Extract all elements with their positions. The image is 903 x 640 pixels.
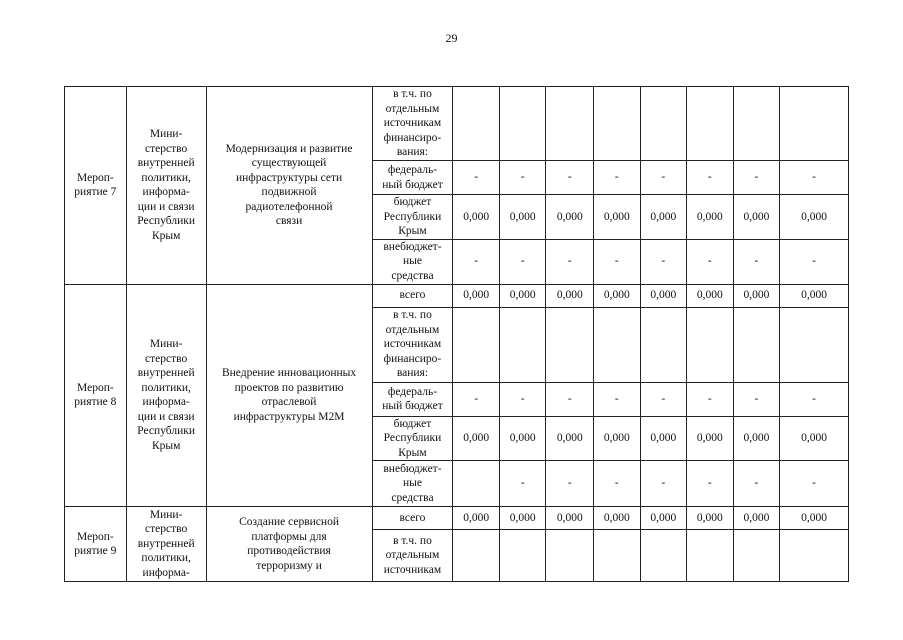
value-cell: 0,000 (453, 195, 500, 240)
funding-source-cell: федераль- ный бюджет (372, 382, 453, 416)
value-cell: 0,000 (640, 416, 687, 461)
value-cell (546, 87, 594, 161)
description-cell: Внедрение инновационных проектов по развитию отраслевой инфраструктуры М2М (206, 284, 372, 507)
event-cell: Мероп- риятие 7 (65, 87, 127, 285)
value-cell: 0,000 (594, 284, 641, 307)
value-cell: - (780, 161, 849, 195)
table-row (65, 507, 849, 530)
funding-source-cell: всего (372, 507, 453, 530)
value-cell: 0,000 (453, 507, 500, 530)
value-cell (499, 530, 546, 582)
value-cell: - (640, 239, 687, 284)
value-cell: 0,000 (594, 416, 641, 461)
value-cell (640, 530, 687, 582)
funding-table (64, 86, 849, 582)
value-cell: - (733, 239, 780, 284)
value-cell: - (594, 239, 641, 284)
organization-cell: Мини- стерство внутренней политики, информа- (126, 507, 206, 582)
value-cell: - (594, 461, 641, 507)
value-cell: - (594, 382, 641, 416)
value-cell (640, 307, 687, 382)
value-cell: 0,000 (453, 284, 500, 307)
event-cell: Мероп- риятие 9 (65, 507, 127, 582)
funding-source-cell: внебюджет- ные средства (372, 239, 453, 284)
value-cell: 0,000 (733, 284, 780, 307)
value-cell: 0,000 (546, 284, 594, 307)
value-cell: 0,000 (687, 284, 734, 307)
value-cell: - (780, 382, 849, 416)
value-cell: - (733, 461, 780, 507)
value-cell: - (453, 239, 500, 284)
value-cell: - (546, 239, 594, 284)
value-cell: - (546, 161, 594, 195)
value-cell: - (733, 161, 780, 195)
value-cell: - (780, 239, 849, 284)
value-cell: - (733, 382, 780, 416)
value-cell (780, 307, 849, 382)
value-cell: - (546, 461, 594, 507)
value-cell (687, 307, 734, 382)
value-cell: - (499, 161, 546, 195)
funding-source-cell: бюджет Республики Крым (372, 416, 453, 461)
value-cell (733, 307, 780, 382)
value-cell: - (640, 382, 687, 416)
value-cell (499, 87, 546, 161)
value-cell: 0,000 (640, 507, 687, 530)
value-cell: 0,000 (546, 416, 594, 461)
value-cell (453, 87, 500, 161)
value-cell (594, 87, 641, 161)
value-cell: - (499, 382, 546, 416)
value-cell: - (499, 239, 546, 284)
table-row (65, 87, 849, 161)
value-cell: 0,000 (780, 195, 849, 240)
value-cell: 0,000 (733, 416, 780, 461)
value-cell: 0,000 (733, 507, 780, 530)
value-cell: 0,000 (640, 284, 687, 307)
value-cell (453, 461, 500, 507)
value-cell: 0,000 (499, 507, 546, 530)
value-cell: - (453, 161, 500, 195)
description-cell: Модернизация и развитие существующей инфраструктуры сети подвижной радиотелефонной связи (206, 87, 372, 285)
value-cell: 0,000 (453, 416, 500, 461)
funding-source-cell: в т.ч. по отдельным источникам финансиро- вания: (372, 87, 453, 161)
value-cell: 0,000 (687, 195, 734, 240)
value-cell: 0,000 (594, 507, 641, 530)
funding-source-cell: всего (372, 284, 453, 307)
value-cell (453, 530, 500, 582)
funding-source-cell: федераль- ный бюджет (372, 161, 453, 195)
funding-source-cell: бюджет Республики Крым (372, 195, 453, 240)
funding-source-cell: в т.ч. по отдельным источникам (372, 530, 453, 582)
value-cell: - (499, 461, 546, 507)
value-cell: 0,000 (499, 284, 546, 307)
value-cell: - (687, 161, 734, 195)
value-cell (546, 530, 594, 582)
value-cell (733, 530, 780, 582)
value-cell: 0,000 (687, 416, 734, 461)
value-cell (780, 530, 849, 582)
value-cell: 0,000 (594, 195, 641, 240)
table-row (65, 284, 849, 307)
value-cell (453, 307, 500, 382)
value-cell (687, 87, 734, 161)
value-cell: - (594, 161, 641, 195)
description-cell: Создание сервисной платформы для противодействия терроризму и (206, 507, 372, 582)
value-cell: 0,000 (733, 195, 780, 240)
value-cell: - (687, 461, 734, 507)
value-cell: 0,000 (499, 195, 546, 240)
value-cell: - (780, 461, 849, 507)
value-cell (687, 530, 734, 582)
value-cell: 0,000 (780, 284, 849, 307)
funding-source-cell: в т.ч. по отдельным источникам финансиро- вания: (372, 307, 453, 382)
value-cell (780, 87, 849, 161)
organization-cell: Мини- стерство внутренней политики, информа- ции и связи Республики Крым (126, 284, 206, 507)
value-cell: - (453, 382, 500, 416)
organization-cell: Мини- стерство внутренней политики, информа- ции и связи Республики Крым (126, 87, 206, 285)
value-cell: 0,000 (780, 507, 849, 530)
value-cell: 0,000 (546, 195, 594, 240)
page-number: 29 (445, 31, 458, 45)
value-cell (499, 307, 546, 382)
value-cell: 0,000 (640, 195, 687, 240)
value-cell (640, 87, 687, 161)
value-cell: 0,000 (687, 507, 734, 530)
value-cell: 0,000 (546, 507, 594, 530)
value-cell: - (640, 161, 687, 195)
event-cell: Мероп- риятие 8 (65, 284, 127, 507)
value-cell: - (640, 461, 687, 507)
value-cell (594, 307, 641, 382)
value-cell: - (546, 382, 594, 416)
value-cell (594, 530, 641, 582)
value-cell: - (687, 239, 734, 284)
value-cell: - (687, 382, 734, 416)
value-cell (733, 87, 780, 161)
value-cell: 0,000 (780, 416, 849, 461)
value-cell (546, 307, 594, 382)
funding-source-cell: внебюджет- ные средства (372, 461, 453, 507)
value-cell: 0,000 (499, 416, 546, 461)
